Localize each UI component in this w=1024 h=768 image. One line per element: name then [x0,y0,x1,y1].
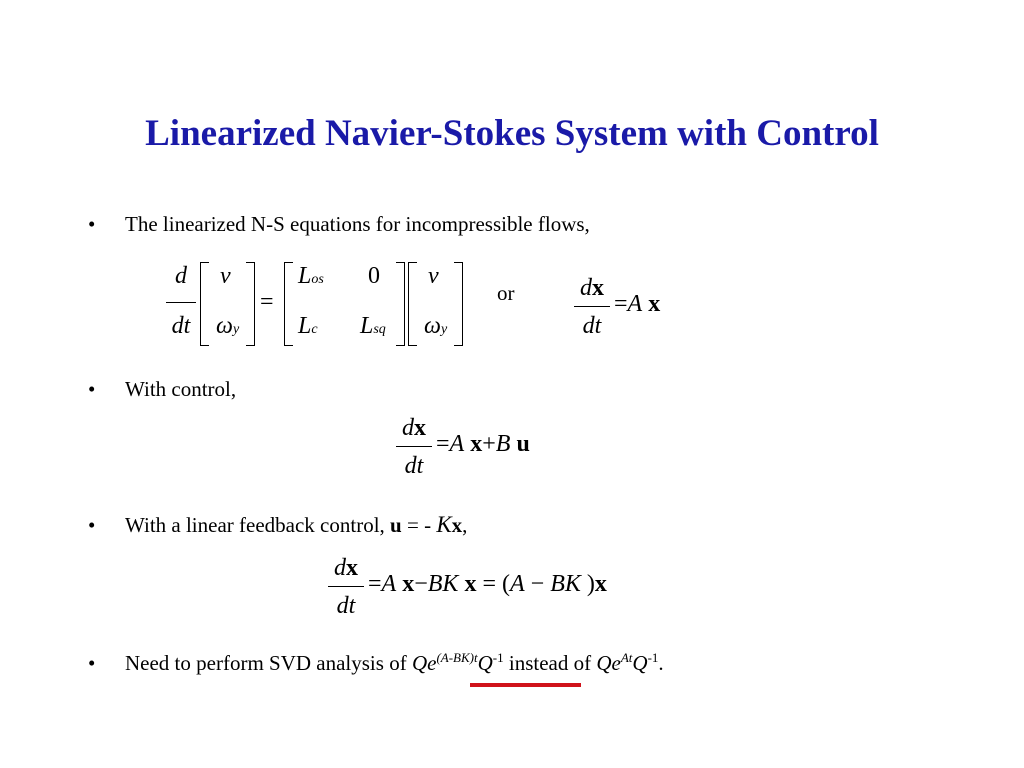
bullet-2 [88,377,236,402]
d-dt-fraction: d dt [166,264,196,344]
bullet-dot: • [88,513,96,537]
red-underline [470,683,581,687]
left-bracket [408,262,417,346]
bullet-3: • With a linear feedback control, u = - Kx, [88,512,468,537]
control-state-equation: dx dt =A x+B u [396,416,566,486]
bullet-1-text: The linearized N-S equations for incompressible flows, [125,212,590,236]
slide-title: Linearized Navier-Stokes System with Control [145,113,879,154]
left-bracket [200,262,209,346]
bullet-dot: • [88,377,96,401]
bullet-dot: • [88,651,96,675]
bullet-4: • Need to perform SVD analysis of $Qe^{(A-BK)t}Q^{-1}$ instead of $Qe^{At}Q^{-1}$. [88,650,664,675]
bullet-1 [88,212,590,237]
or-text: or [497,281,515,305]
right-bracket [246,262,255,346]
feedback-state-equation: dx dt =A x−BK x = (A − BK )x [328,556,688,626]
right-bracket [454,262,463,346]
bullet-2-text: With control, [125,377,237,401]
left-bracket [284,262,293,346]
right-bracket [396,262,405,346]
matrix-equation: d dt v ωy = Los 0 Lc Lsq v ωy [160,258,490,348]
bullet-dot: • [88,212,96,236]
compact-state-equation: dx dt =A x [574,276,684,346]
